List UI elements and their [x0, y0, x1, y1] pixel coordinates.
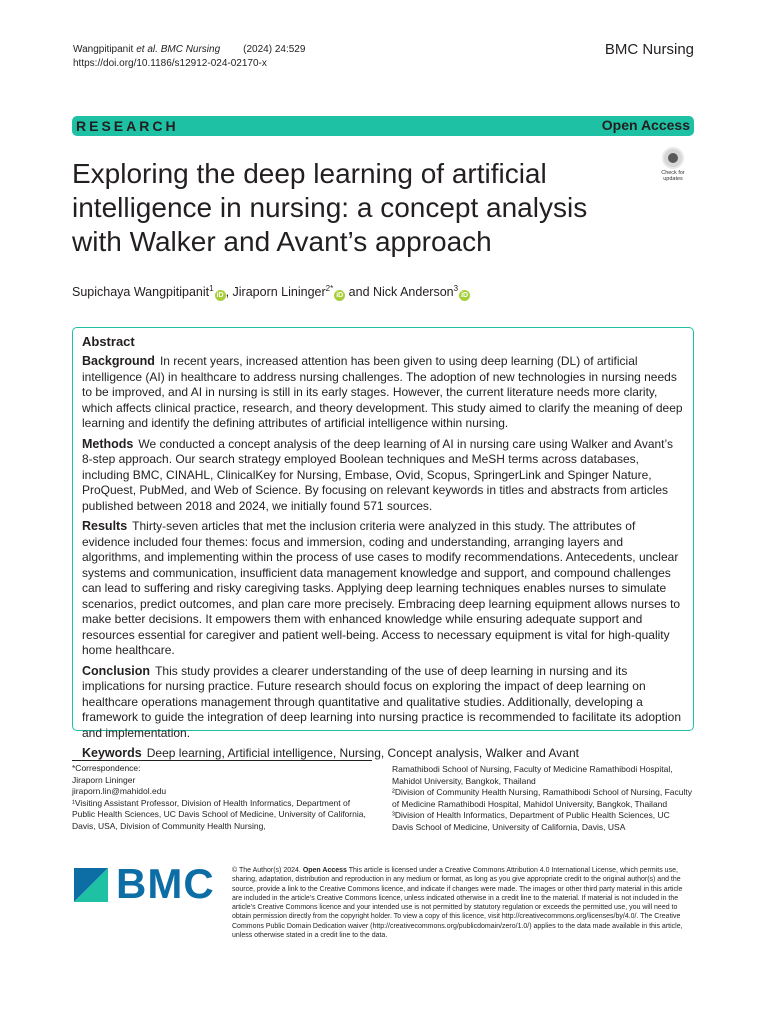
- correspondence-email[interactable]: jiraporn.lin@mahidol.edu: [72, 786, 167, 796]
- author-1-affiliation: 1: [209, 284, 214, 293]
- author-3-name: and Nick Anderson: [345, 285, 454, 300]
- abstract-heading: Abstract: [82, 334, 135, 349]
- citation-header: [73, 43, 308, 71]
- author-list: [72, 284, 470, 301]
- citation-year: (2024) 24:529: [243, 44, 306, 55]
- keywords-text: Deep learning, Artificial intelligence, Nursing, Concept analysis, Walker and Avant: [146, 746, 579, 760]
- bmc-logo: [72, 860, 222, 907]
- affiliations-continued: [392, 764, 692, 833]
- crossmark-icon: [662, 147, 684, 169]
- bmc-logo-mark-icon: [74, 868, 108, 902]
- affiliation-3: ³Division of Health Informatics, Department of Public Health Sciences, UC Davis School of Medicine, University of California, Davis, USA: [392, 810, 670, 832]
- conclusion-text: This study provides a clearer understanding of the use of deep learning in nursing and its implications for nursing practice. Future research should focus on exploring the impact of deep learning on healthcare operations management through quantitative and qualitative studies. Additionally, developing a framework to guide the integration of deep learning into nursing practice is recommended to facilitate its adoption and implementation.: [82, 663, 682, 740]
- author-1-name: Supichaya Wangpitipanit: [72, 285, 210, 300]
- orcid-icon[interactable]: iD: [461, 292, 469, 300]
- background-text: In recent years, increased attention has been given to using deep learning (DL) of artificial intelligence (AI) in healthcare to address nursing challenges. The adoption of new technologies in nursing needs to be improved, and AI in nursing is still in its early stages. However, the current literature needs more clarity, which affects clinical practice, research, and theory development. This study aimed to clarify the meaning of deep learning and identify the defining attributes of artificial intelligence within nursing.: [82, 354, 683, 430]
- abstract-box: [72, 327, 694, 760]
- conclusion-label: Conclusion: [82, 663, 151, 678]
- article-title: Exploring the deep learning of artificial intelligence in nursing: a concept analysis with Walker and Avant’s approach: [72, 158, 588, 257]
- citation-journal: et al. BMC Nursing: [136, 44, 221, 55]
- results-text: Thirty-seven articles that met the inclusion criteria were analyzed in this study. The attributes of evidence included four themes: focus and immersion, coding and understanding, arranging layers and algorithms, and implementing within the process of use cases to modify recommendations. Antecedents, unclear systems and communication, insufficient data management knowledge and support, and compound challenges can lead to suffering and risky caregiving tasks. Applying deep learning techniques enables nurses to simulate scenarios, predict outcomes, and plan care more precisely. Embracing deep learning equipment allows nurses to make better decisions. It empowers them with enhanced knowledge while ensuring adequate support and resources essential for caregiver and patient well-being. Access to necessary equipment is vital for high-quality home healthcare.: [82, 519, 681, 657]
- open-access-label: Open Access: [601, 117, 690, 133]
- orcid-icon[interactable]: iD: [216, 292, 224, 300]
- correspondence-label: *Correspondence:: [72, 763, 141, 773]
- footnote-divider: [72, 760, 372, 761]
- citation-author: Wangpitipanit: [73, 44, 134, 55]
- author-2-affiliation: 2*: [325, 284, 334, 293]
- keywords-label: Keywords: [82, 746, 142, 760]
- correspondence-name: Jiraporn Lininger: [72, 774, 136, 785]
- journal-name: BMC Nursing: [604, 41, 694, 58]
- author-3-affiliation: 3: [453, 284, 459, 293]
- methods-label: Methods: [82, 436, 134, 451]
- affiliation-2: ²Division of Community Health Nursing, Ramathibodi School of Nursing, Faculty of Medicine Ramathibodi Hospital, Mahidol University, Bangkok, Thailand: [392, 787, 692, 809]
- crossmark-text-2: updates: [663, 176, 683, 182]
- methods-text: We conducted a concept analysis of the deep learning of AI in nursing care using Walker and Avant’s 8-step approach. Our search strategy employed Boolean techniques and MeSH terms across databases, including BMC, CINAHL, ClinicalKey for Nursing, Embase, Ovid, Scopus, SpringerLink and Spinger Nature, ProQuest, PubMed, and Web of Science. By focusing on relevant keywords in titles and abstracts from articles published between 2018 and 2024, we initially found 571 sources.: [82, 436, 673, 513]
- article-type-label: RESEARCH: [76, 118, 179, 134]
- copyright-text: © The Author(s) 2024.: [232, 867, 301, 874]
- correspondence-footnote: [72, 760, 372, 832]
- license-text: This article is licensed under a Creative Commons Attribution 4.0 International License, which permits use, sharing, adaptation, distribution and reproduction in any medium or format, as long as you give appropriate credit to the original author(s) and the source, provide a link to the Creative Commons licence, and indicate if changes were made. The images or other third party material in this article are included in the article’s Creative Commons licence, unless indicated otherwise in a credit line to the material. If material is not included in the article’s Creative Commons licence and your intended use is not permitted by statutory regulation or exceeds the permitted use, you will need to obtain permission directly from the copyright holder. To view a copy of this licence, visit http://creativecommons.org/licenses/by/4.0/. The Creative Commons Public Domain Dedication waiver (http://creativecommons.org/publicdomain/zero/1.0/) applies to the data made available in this article, unless otherwise stated in a credit line to the data.: [232, 867, 683, 940]
- article-type-banner: [72, 116, 694, 136]
- affiliation-1: ¹Visiting Assistant Professor, Division of Health Informatics, Department of Public Health Sciences, UC Davis School of Medicine, University of California, Davis, USA, Division of Community Health Nursing,: [72, 797, 366, 831]
- license-open-access-label: Open Access: [302, 867, 347, 874]
- abstract-methods: [82, 437, 684, 515]
- results-label: Results: [82, 519, 128, 533]
- doi-link[interactable]: https://doi.org/10.1186/s12912-024-02170-x: [73, 58, 267, 69]
- bmc-logo-text: BMC: [116, 860, 215, 907]
- orcid-icon[interactable]: iD: [336, 292, 344, 300]
- license-statement: [232, 866, 694, 940]
- crossmark-text-1: Check for: [661, 170, 685, 176]
- affiliation-1-continued: Ramathibodi School of Nursing, Faculty of Medicine Ramathibodi Hospital, Mahidol University, Bangkok, Thailand: [392, 764, 673, 786]
- abstract-conclusion: [82, 664, 684, 742]
- author-2-name: , Jiraporn Lininger: [225, 285, 326, 300]
- abstract-results: [82, 519, 684, 659]
- abstract-background: [82, 354, 684, 432]
- check-for-updates-badge[interactable]: [656, 146, 690, 184]
- background-label: Background: [82, 354, 155, 368]
